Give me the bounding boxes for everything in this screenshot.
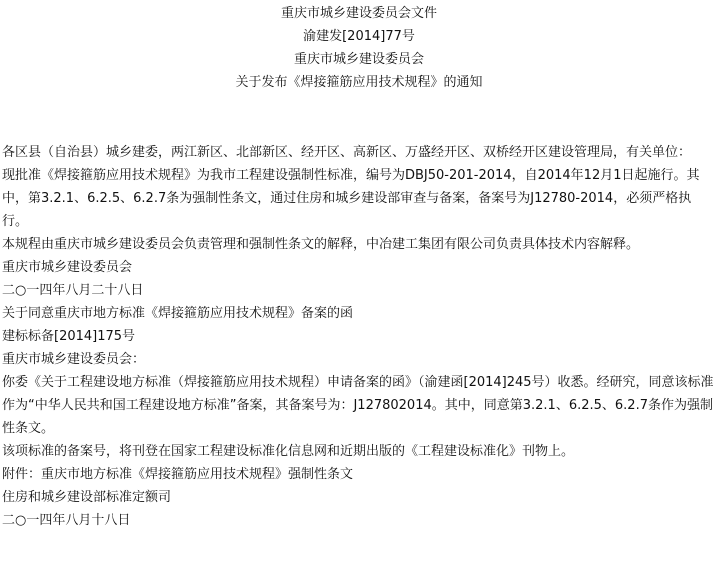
letter-attachment: 附件：重庆市地方标准《焊接箍筋应用技术规程》强制性条文 xyxy=(2,467,354,482)
notice-title: 关于发布《焊接箍筋应用技术规程》的通知 xyxy=(235,75,483,90)
document-source-title: 重庆市城乡建设委员会文件 xyxy=(280,6,437,21)
notice-approval-paragraph: 现批准《焊接箍筋应用技术规程》为我市工程建设强制性标准，编号为DBJ50-201-2014，自2014年12月1日起施行。其中，第3.2.1、6.2.5、6.2.7条为强制性条文，通过住房和城乡建设部审查与备案，备案号为J12780-2014，必须严格执行。 xyxy=(2,168,700,229)
document-body xyxy=(2,141,716,532)
letter-department: 住房和城乡建设部标准定额司 xyxy=(2,490,172,505)
notice-date: 二○一四年八月二十八日 xyxy=(2,283,144,298)
letter-publication-paragraph: 该项标准的备案号，将刊登在国家工程建设标准化信息网和近期出版的《工程建设标准化》刊物上。 xyxy=(2,444,575,459)
letter-salutation: 重庆市城乡建设委员会： xyxy=(2,352,146,367)
issuing-authority: 重庆市城乡建设委员会 xyxy=(293,52,424,67)
notice-responsibility-paragraph: 本规程由重庆市城乡建设委员会负责管理和强制性条文的解释，中冶建工集团有限公司负责具体技术内容解释。 xyxy=(2,237,640,252)
document-header xyxy=(2,0,716,94)
document-number: 渝建发[2014]77号 xyxy=(303,29,415,44)
letter-title: 关于同意重庆市地方标准《焊接箍筋应用技术规程》备案的函 xyxy=(2,306,354,321)
letter-number: 建标标备[2014]175号 xyxy=(2,329,136,344)
notice-issuer: 重庆市城乡建设委员会 xyxy=(2,260,133,275)
letter-date: 二○一四年八月十八日 xyxy=(2,513,131,528)
notice-addressees: 各区县（自治县）城乡建委，两江新区、北部新区、经开区、高新区、万盛经开区、双桥经开区建设管理局，有关单位： xyxy=(2,145,692,160)
letter-content-paragraph: 你委《关于工程建设地方标准（焊接箍筋应用技术规程）申请备案的函》（渝建函[2014]245号）收悉。经研究，同意该标准作为“中华人民共和国工程建设地方标准”备案，其备案号为：J127802014。其中，同意第3.2.1、6.2.5、6.2.7条作为强制性条文。 xyxy=(2,375,714,436)
